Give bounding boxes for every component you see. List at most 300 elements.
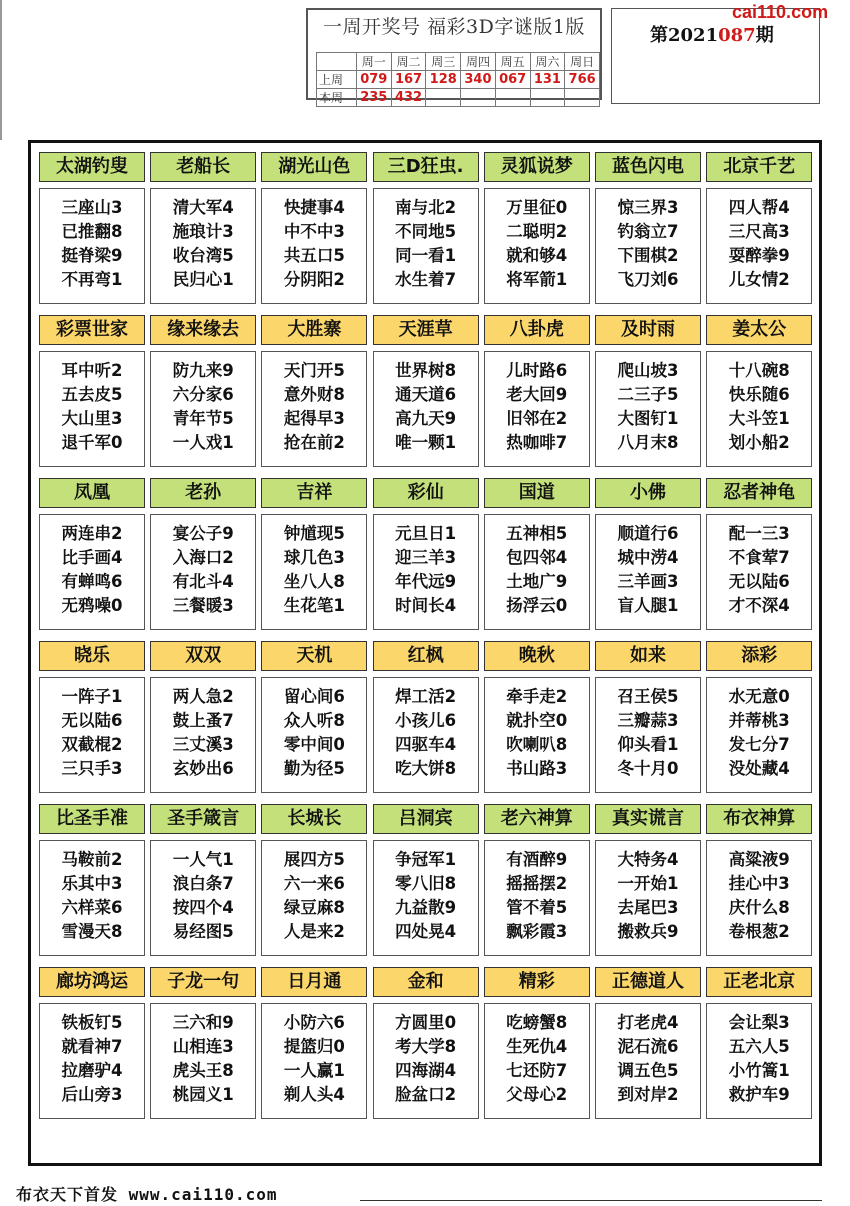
riddle-line: 七还防7	[506, 1061, 568, 1080]
result-cell: 766	[565, 71, 600, 89]
riddle-cell	[373, 804, 479, 956]
riddle-line: 众人听8	[283, 711, 345, 730]
riddle-cell	[595, 478, 701, 630]
riddle-cell	[706, 641, 812, 793]
riddle-line: 仰头看1	[617, 735, 679, 754]
riddle-body	[39, 677, 145, 793]
result-cell	[530, 89, 565, 107]
riddle-line: 父母心2	[506, 1085, 568, 1104]
riddle-line: 大山里3	[61, 409, 123, 428]
riddle-cell	[595, 804, 701, 956]
riddle-line: 唯一颗1	[395, 433, 457, 452]
riddle-body	[484, 188, 590, 304]
riddle-line: 老大回9	[506, 385, 568, 404]
riddle-line: 易经图5	[172, 922, 234, 941]
riddle-author: 彩仙	[373, 478, 479, 508]
riddle-line: 三瓣蒜3	[617, 711, 679, 730]
riddle-cell	[150, 152, 256, 304]
riddle-cell	[261, 967, 367, 1119]
riddle-line: 不同地5	[395, 222, 457, 241]
issue-suffix: 期	[755, 25, 774, 46]
riddle-body	[39, 351, 145, 467]
riddle-line: 生花笔1	[283, 596, 345, 615]
riddle-line: 马鞍前2	[61, 850, 123, 869]
riddle-author: 双双	[150, 641, 256, 671]
riddle-line: 就扑空0	[506, 711, 568, 730]
riddle-body	[595, 351, 701, 467]
riddle-line: 发七分7	[728, 735, 790, 754]
riddle-body	[261, 351, 367, 467]
riddle-line: 快捷事4	[283, 198, 345, 217]
riddle-author: 金和	[373, 967, 479, 997]
riddle-line: 挺脊梁9	[61, 246, 123, 265]
riddle-line: 考大学8	[395, 1037, 457, 1056]
riddle-cell	[150, 315, 256, 467]
page-title: 一周开奖号 福彩3D字谜版1版	[323, 16, 585, 38]
riddle-author: 湖光山色	[261, 152, 367, 182]
riddle-cell	[39, 641, 145, 793]
riddle-author: 缘来缘去	[150, 315, 256, 345]
day-header: 周五	[495, 53, 530, 71]
riddle-body	[373, 188, 479, 304]
riddle-line: 退千军0	[61, 433, 123, 452]
riddle-line: 拉磨驴4	[61, 1061, 123, 1080]
riddle-line: 剃人头4	[283, 1085, 345, 1104]
riddle-line: 宴公子9	[172, 524, 234, 543]
riddle-cell	[706, 967, 812, 1119]
result-cell: 167	[391, 71, 426, 89]
result-cell: 128	[426, 71, 461, 89]
riddle-author: 大胜寨	[261, 315, 367, 345]
riddle-line: 去尾巴3	[617, 898, 679, 917]
riddle-author: 姜太公	[706, 315, 812, 345]
riddle-body	[150, 1003, 256, 1119]
result-cell	[461, 89, 496, 107]
riddle-line: 共五口5	[283, 246, 345, 265]
riddle-line: 冬十月0	[617, 759, 679, 778]
riddle-cell	[373, 315, 479, 467]
day-header: 周三	[426, 53, 461, 71]
riddle-line: 一人戏1	[172, 433, 234, 452]
riddle-body	[373, 677, 479, 793]
riddle-author: 吕洞宾	[373, 804, 479, 834]
riddle-body	[150, 840, 256, 956]
riddle-author: 子龙一句	[150, 967, 256, 997]
result-cell: 067	[495, 71, 530, 89]
riddle-author: 及时雨	[595, 315, 701, 345]
riddle-line: 城中涝4	[617, 548, 679, 567]
riddle-body	[484, 1003, 590, 1119]
riddle-line: 零中间0	[283, 735, 345, 754]
riddle-author: 老船长	[150, 152, 256, 182]
result-cell: 340	[461, 71, 496, 89]
riddle-line: 比手画4	[61, 548, 123, 567]
riddle-line: 泥石流6	[617, 1037, 679, 1056]
riddle-body	[706, 840, 812, 956]
riddle-cell	[373, 641, 479, 793]
riddle-author: 彩票世家	[39, 315, 145, 345]
riddle-cell	[373, 478, 479, 630]
riddle-body	[150, 514, 256, 630]
riddle-line: 玄妙出6	[172, 759, 234, 778]
result-cell: 432	[391, 89, 426, 107]
riddle-line: 后山旁3	[61, 1085, 123, 1104]
riddle-line: 无以陆6	[61, 711, 123, 730]
riddle-author: 日月通	[261, 967, 367, 997]
riddle-line: 并蒂桃3	[728, 711, 790, 730]
riddle-line: 乐其中3	[61, 874, 123, 893]
result-cell	[495, 89, 530, 107]
riddle-line: 提篮归0	[283, 1037, 345, 1056]
riddle-author: 圣手箴言	[150, 804, 256, 834]
riddle-line: 方圆里0	[395, 1013, 457, 1032]
riddle-author: 老孙	[150, 478, 256, 508]
riddle-line: 虎头王8	[172, 1061, 234, 1080]
riddle-line: 就看神7	[61, 1037, 123, 1056]
draw-results-box	[306, 8, 602, 105]
riddle-author: 比圣手准	[39, 804, 145, 834]
footer-rule	[360, 1200, 822, 1201]
riddle-author: 凤凰	[39, 478, 145, 508]
riddle-cell	[150, 478, 256, 630]
riddle-author: 晓乐	[39, 641, 145, 671]
riddle-line: 山相连3	[172, 1037, 234, 1056]
riddle-line: 管不着5	[506, 898, 568, 917]
riddle-body	[39, 840, 145, 956]
riddle-line: 高九天9	[395, 409, 457, 428]
riddle-line: 争冠军1	[395, 850, 457, 869]
riddle-line: 卷根葱2	[728, 922, 790, 941]
riddle-cell	[484, 478, 590, 630]
riddle-line: 年代远9	[395, 572, 457, 591]
day-header: 周日	[565, 53, 600, 71]
riddle-line: 浪白条7	[172, 874, 234, 893]
riddle-line: 划小船2	[728, 433, 790, 452]
riddle-line: 有酒醉9	[506, 850, 568, 869]
riddle-line: 一人赢1	[283, 1061, 345, 1080]
riddle-line: 十八碗8	[728, 361, 790, 380]
riddle-author: 北京千艺	[706, 152, 812, 182]
riddle-body	[595, 1003, 701, 1119]
riddle-line: 三座山3	[61, 198, 123, 217]
issue-digits: 087	[718, 25, 756, 46]
riddle-line: 留心间6	[283, 687, 345, 706]
corner-cell	[317, 53, 357, 71]
riddle-line: 两连串2	[61, 524, 123, 543]
edge-line	[0, 0, 2, 140]
riddle-cell	[261, 641, 367, 793]
riddle-author: 红枫	[373, 641, 479, 671]
riddle-line: 调五色5	[617, 1061, 679, 1080]
result-cell	[426, 89, 461, 107]
riddle-line: 零八旧8	[395, 874, 457, 893]
result-cell	[565, 89, 600, 107]
riddle-line: 扬浮云0	[506, 596, 568, 615]
riddle-author: 天涯草	[373, 315, 479, 345]
riddle-body	[484, 840, 590, 956]
riddle-cell	[595, 152, 701, 304]
riddle-author: 太湖钓叟	[39, 152, 145, 182]
riddle-line: 搬救兵9	[617, 922, 679, 941]
riddle-line: 旧邻在2	[506, 409, 568, 428]
day-header: 周二	[391, 53, 426, 71]
riddle-line: 抢在前2	[283, 433, 345, 452]
riddle-cell	[706, 315, 812, 467]
riddle-author: 三D狂虫.	[373, 152, 479, 182]
riddle-line: 包四邻4	[506, 548, 568, 567]
riddle-cell	[39, 315, 145, 467]
riddle-line: 三六和9	[172, 1013, 234, 1032]
riddle-line: 吃螃蟹8	[506, 1013, 568, 1032]
riddle-line: 水生着7	[395, 270, 457, 289]
riddle-author: 长城长	[261, 804, 367, 834]
riddle-author: 布衣神算	[706, 804, 812, 834]
riddle-line: 小孩儿6	[395, 711, 457, 730]
result-cell: 079	[356, 71, 391, 89]
riddle-line: 雪漫天8	[61, 922, 123, 941]
riddle-line: 施琅计3	[172, 222, 234, 241]
riddle-line: 二三子5	[617, 385, 679, 404]
result-cell: 235	[356, 89, 391, 107]
riddle-line: 一开始1	[617, 874, 679, 893]
riddle-line: 四人帮4	[728, 198, 790, 217]
riddle-cell	[150, 967, 256, 1119]
riddle-author: 正德道人	[595, 967, 701, 997]
riddle-line: 五六人5	[728, 1037, 790, 1056]
riddle-line: 钓翁立7	[617, 222, 679, 241]
riddle-line: 清大军4	[172, 198, 234, 217]
riddle-line: 通天道6	[395, 385, 457, 404]
riddle-line: 钟馗现5	[283, 524, 345, 543]
riddle-body	[261, 514, 367, 630]
riddle-body	[373, 840, 479, 956]
riddle-line: 快乐随6	[728, 385, 790, 404]
riddle-author: 八卦虎	[484, 315, 590, 345]
riddle-line: 打老虎4	[617, 1013, 679, 1032]
riddle-cell	[595, 315, 701, 467]
riddle-line: 按四个4	[172, 898, 234, 917]
day-header: 周六	[530, 53, 565, 71]
riddle-line: 入海口2	[172, 548, 234, 567]
riddle-cell	[484, 315, 590, 467]
riddle-line: 中不中3	[283, 222, 345, 241]
riddle-line: 一阵子1	[61, 687, 123, 706]
riddle-line: 配一三3	[728, 524, 790, 543]
riddle-line: 六一来6	[283, 874, 345, 893]
riddle-line: 时间长4	[395, 596, 457, 615]
riddle-author: 国道	[484, 478, 590, 508]
riddle-author: 小佛	[595, 478, 701, 508]
riddle-body	[706, 514, 812, 630]
riddle-line: 六分家6	[172, 385, 234, 404]
riddle-line: 双截棍2	[61, 735, 123, 754]
riddle-line: 盲人腿1	[617, 596, 679, 615]
riddle-line: 四处晃4	[395, 922, 457, 941]
riddle-body	[150, 188, 256, 304]
riddle-line: 元旦日1	[395, 524, 457, 543]
riddle-cell	[261, 804, 367, 956]
riddle-body	[150, 351, 256, 467]
riddle-line: 不食荤7	[728, 548, 790, 567]
riddle-line: 南与北2	[395, 198, 457, 217]
riddle-cell	[706, 804, 812, 956]
riddle-body	[706, 351, 812, 467]
riddle-line: 水无意0	[728, 687, 790, 706]
riddle-body	[261, 188, 367, 304]
riddle-line: 大斗笠1	[728, 409, 790, 428]
riddle-line: 耍醉拳9	[728, 246, 790, 265]
riddle-line: 同一看1	[395, 246, 457, 265]
riddle-line: 二聪明2	[506, 222, 568, 241]
riddle-line: 将军箭1	[506, 270, 568, 289]
riddle-body	[39, 188, 145, 304]
site-watermark: cai110.com	[732, 2, 829, 22]
riddle-line: 爬山坡3	[617, 361, 679, 380]
riddle-body	[484, 351, 590, 467]
footer-text: 布衣天下首发 www.cai110.com	[16, 1185, 278, 1204]
riddle-line: 球几色3	[283, 548, 345, 567]
riddle-line: 三餐暖3	[172, 596, 234, 615]
riddle-line: 惊三界3	[617, 198, 679, 217]
riddle-body	[373, 351, 479, 467]
riddle-line: 会让梨3	[728, 1013, 790, 1032]
riddle-cell	[261, 478, 367, 630]
riddle-cell	[150, 641, 256, 793]
riddle-line: 书山路3	[506, 759, 568, 778]
riddle-line: 两人急2	[172, 687, 234, 706]
riddle-author: 正老北京	[706, 967, 812, 997]
riddle-author: 晚秋	[484, 641, 590, 671]
riddle-cell	[595, 641, 701, 793]
riddle-author: 如来	[595, 641, 701, 671]
riddle-line: 大特务4	[617, 850, 679, 869]
riddle-cell	[706, 478, 812, 630]
riddle-line: 挂心中3	[728, 874, 790, 893]
riddle-line: 六样菜6	[61, 898, 123, 917]
riddle-body	[706, 188, 812, 304]
riddle-body	[39, 514, 145, 630]
riddle-author: 灵狐说梦	[484, 152, 590, 182]
riddle-line: 脸盆口2	[395, 1085, 457, 1104]
riddle-line: 耳中听2	[61, 361, 123, 380]
riddle-cell	[595, 967, 701, 1119]
riddle-cell	[39, 478, 145, 630]
riddle-line: 起得早3	[283, 409, 345, 428]
riddle-line: 摇摇摆2	[506, 874, 568, 893]
riddle-cell	[261, 315, 367, 467]
riddle-line: 有北斗4	[172, 572, 234, 591]
riddle-line: 勤为径5	[283, 759, 345, 778]
riddle-cell	[484, 152, 590, 304]
riddle-line: 就和够4	[506, 246, 568, 265]
riddle-line: 青年节5	[172, 409, 234, 428]
riddle-line: 无鸦噪0	[61, 596, 123, 615]
riddle-line: 天门开5	[283, 361, 345, 380]
riddle-line: 飘彩霞3	[506, 922, 568, 941]
riddle-line: 庆什么8	[728, 898, 790, 917]
riddle-cell	[706, 152, 812, 304]
riddle-line: 召王侯5	[617, 687, 679, 706]
riddle-line: 人是来2	[283, 922, 345, 941]
issue-prefix: 第2021	[650, 25, 719, 46]
riddle-line: 桃园义1	[172, 1085, 234, 1104]
riddle-line: 万里征0	[506, 198, 568, 217]
issue-number	[650, 21, 774, 47]
riddle-line: 小防六6	[283, 1013, 345, 1032]
riddle-line: 意外财8	[283, 385, 345, 404]
riddle-line: 民归心1	[172, 270, 234, 289]
riddle-body	[261, 677, 367, 793]
riddle-line: 吹喇叭8	[506, 735, 568, 754]
riddle-line: 九益散9	[395, 898, 457, 917]
riddle-line: 牵手走2	[506, 687, 568, 706]
riddle-cell	[150, 804, 256, 956]
riddle-body	[484, 514, 590, 630]
riddle-cell	[39, 804, 145, 956]
riddle-body	[706, 677, 812, 793]
riddle-line: 三只手3	[61, 759, 123, 778]
riddle-author: 蓝色闪电	[595, 152, 701, 182]
riddle-line: 有蝉鸣6	[61, 572, 123, 591]
this-week-label: 本周	[317, 89, 357, 107]
riddle-body	[261, 1003, 367, 1119]
riddle-line: 才不深4	[728, 596, 790, 615]
riddle-body	[595, 677, 701, 793]
riddle-line: 无以陆6	[728, 572, 790, 591]
riddle-grid	[28, 140, 822, 1166]
riddle-line: 到对岸2	[617, 1085, 679, 1104]
riddle-line: 顺道行6	[617, 524, 679, 543]
riddle-cell	[484, 967, 590, 1119]
riddle-line: 三丈溪3	[172, 735, 234, 754]
riddle-line: 四驱车4	[395, 735, 457, 754]
riddle-line: 铁板钉5	[61, 1013, 123, 1032]
riddle-line: 一人气1	[172, 850, 234, 869]
riddle-line: 鼓上蚤7	[172, 711, 234, 730]
riddle-body	[595, 514, 701, 630]
riddle-line: 五去皮5	[61, 385, 123, 404]
riddle-line: 已推翻8	[61, 222, 123, 241]
riddle-cell	[484, 641, 590, 793]
riddle-body	[595, 840, 701, 956]
riddle-line: 热咖啡7	[506, 433, 568, 452]
riddle-line: 防九来9	[172, 361, 234, 380]
riddle-cell	[39, 967, 145, 1119]
riddle-line: 不再弯1	[61, 270, 123, 289]
riddle-cell	[484, 804, 590, 956]
riddle-line: 大图钉1	[617, 409, 679, 428]
riddle-line: 救护车9	[728, 1085, 790, 1104]
riddle-line: 四海湖4	[395, 1061, 457, 1080]
riddle-line: 儿时路6	[506, 361, 568, 380]
riddle-body	[706, 1003, 812, 1119]
last-week-label: 上周	[317, 71, 357, 89]
riddle-line: 三羊画3	[617, 572, 679, 591]
riddle-cell	[39, 152, 145, 304]
riddle-body	[261, 840, 367, 956]
riddle-line: 小竹篙1	[728, 1061, 790, 1080]
riddle-cell	[373, 152, 479, 304]
riddle-line: 下围棋2	[617, 246, 679, 265]
weekly-results-table	[316, 52, 600, 107]
riddle-line: 五神相5	[506, 524, 568, 543]
riddle-cell	[261, 152, 367, 304]
day-header: 周一	[356, 53, 391, 71]
riddle-line: 儿女情2	[728, 270, 790, 289]
riddle-line: 绿豆麻8	[283, 898, 345, 917]
result-cell: 131	[530, 71, 565, 89]
riddle-author: 天机	[261, 641, 367, 671]
